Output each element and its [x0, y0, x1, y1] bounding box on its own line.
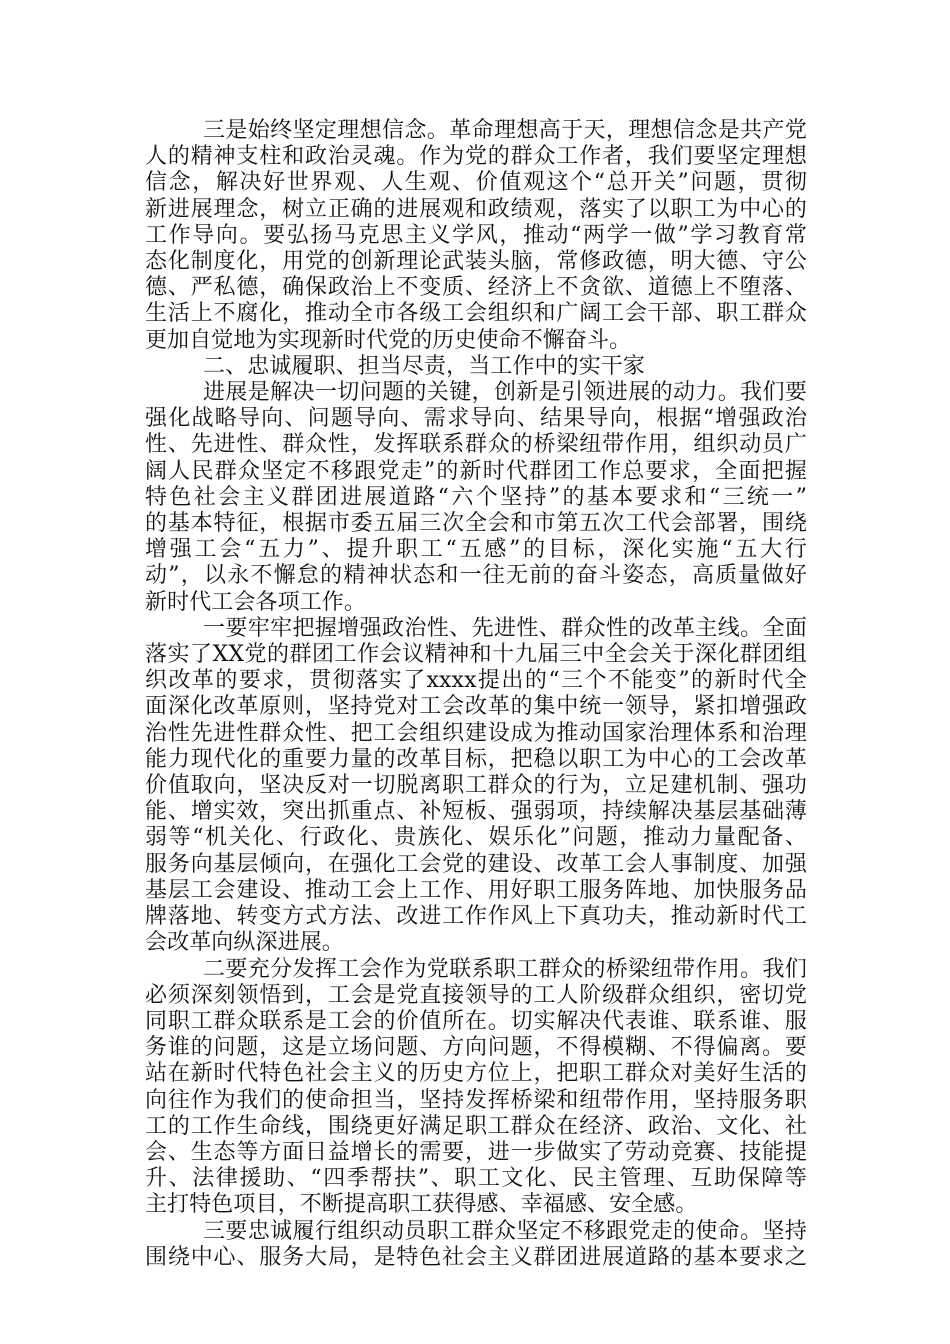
text-line: 主打特色项目，不断提高职工获得感、幸福感、安全感。 — [145, 1192, 698, 1218]
text-line: 能力现代化的重要力量的改革目标，把稳以职工为中心的工会改革 — [145, 746, 807, 772]
text-line: 面深化改革原则，坚持党对工会改革的集中统一领导，紧扣增强政 — [145, 694, 807, 720]
text-line: 动”，以永不懈怠的精神状态和一往无前的奋斗姿态，高质量做好 — [145, 563, 807, 589]
text-line: 价值取向，坚决反对一切脱离职工群众的行为，立足建机制、强功 — [145, 773, 807, 799]
text-line: 更加自觉地为实现新时代党的历史使命不懈奋斗。 — [145, 327, 632, 353]
text-line: 德、严私德，确保政治上不变质、经济上不贪欲、道德上不堕落、 — [145, 275, 807, 301]
text-line: 信念，解决好世界观、人生观、价值观这个“总开关”问题，贯彻 — [145, 170, 807, 196]
text-line: 同职工群众联系是工会的价值所在。切实解决代表谁、联系谁、服 — [145, 1008, 807, 1034]
text-line: 务谁的问题，这是立场问题、方向问题，不得模糊、不得偏离。要 — [145, 1035, 807, 1061]
text-line: 基层工会建设、推动工会上工作、用好职工服务阵地、加快服务品 — [145, 877, 807, 903]
text-line: 人的精神支柱和政治灵魂。作为党的群众工作者，我们要坚定理想 — [145, 144, 807, 170]
text-line: 态化制度化，用党的创新理论武装头脑，常修政德，明大德、守公 — [145, 249, 807, 275]
text-line: 特色社会主义群团进展道路“六个坚持”的基本要求和“三统一” — [145, 484, 807, 510]
text-line: 会改革向纵深进展。 — [145, 930, 344, 956]
text-line: 弱等“机关化、行政化、贵族化、娱乐化”问题，推动力量配备、 — [145, 825, 807, 851]
text-line: 围绕中心、服务大局，是特色社会主义群团进展道路的基本要求之 — [145, 1244, 807, 1270]
text-line: 二、忠诚履职、担当尽责，当工作中的实干家 — [203, 353, 646, 379]
text-line: 新时代工会各项工作。 — [145, 589, 367, 615]
text-line: 织改革的要求，贯彻落实了xxxx提出的“三个不能变”的新时代全 — [145, 668, 807, 694]
text-line: 落实了XX党的群团工作会议精神和十九届三中全会关于深化群团组 — [145, 642, 807, 668]
text-line: 必须深刻领悟到，工会是党直接领导的工人阶级群众组织，密切党 — [145, 982, 807, 1008]
text-line: 二要充分发挥工会作为党联系职工群众的桥梁纽带作用。我们 — [203, 956, 807, 982]
text-line: 的基本特征，根据市委五届三次全会和市第五次工代会部署，围绕 — [145, 511, 807, 537]
text-line: 阔人民群众坚定不移跟党走”的新时代群团工作总要求，全面把握 — [145, 458, 807, 484]
text-line: 进展是解决一切问题的关键，创新是引领进展的动力。我们要 — [203, 380, 807, 406]
text-line: 能、增实效，突出抓重点、补短板、强弱项，持续解决基层基础薄 — [145, 799, 807, 825]
text-line: 工的工作生命线，围绕更好满足职工群众在经济、政治、文化、社 — [145, 1113, 807, 1139]
text-line: 牌落地、转变方式方法、改进工作作风上下真功夫，推动新时代工 — [145, 904, 807, 930]
text-line: 生活上不腐化，推动全市各级工会组织和广阔工会干部、职工群众 — [145, 301, 807, 327]
text-line: 站在新时代特色社会主义的历史方位上，把职工群众对美好生活的 — [145, 1061, 807, 1087]
text-line: 性、先进性、群众性，发挥联系群众的桥梁纽带作用，组织动员广 — [145, 432, 807, 458]
document-body — [145, 118, 807, 1271]
text-line: 向往作为我们的使命担当，坚持发挥桥梁和纽带作用，坚持服务职 — [145, 1087, 807, 1113]
text-line: 一要牢牢把握增强政治性、先进性、群众性的改革主线。全面 — [203, 615, 807, 641]
text-line: 治性先进性群众性、把工会组织建设成为推动国家治理体系和治理 — [145, 720, 807, 746]
text-line: 服务向基层倾向，在强化工会党的建设、改革工会人事制度、加强 — [145, 851, 807, 877]
text-line: 三是始终坚定理想信念。革命理想高于天，理想信念是共产党 — [203, 118, 807, 143]
text-line: 三要忠诚履行组织动员职工群众坚定不移跟党走的使命。坚持 — [203, 1218, 807, 1244]
text-line: 强化战略导向、问题导向、需求导向、结果导向，根据“增强政治 — [145, 406, 807, 432]
text-line: 新进展理念，树立正确的进展观和政绩观，落实了以职工为中心的 — [145, 196, 807, 222]
text-line: 增强工会“五力”、提升职工“五感”的目标，深化实施“五大行 — [145, 537, 807, 563]
text-line: 升、法律援助、“四季帮扶”、职工文化、民主管理、互助保障等 — [145, 1166, 807, 1192]
text-line: 会、生态等方面日益增长的需要，进一步做实了劳动竞赛、技能提 — [145, 1139, 807, 1165]
text-line: 工作导向。要弘扬马克思主义学风，推动“两学一做”学习教育常 — [145, 222, 807, 248]
